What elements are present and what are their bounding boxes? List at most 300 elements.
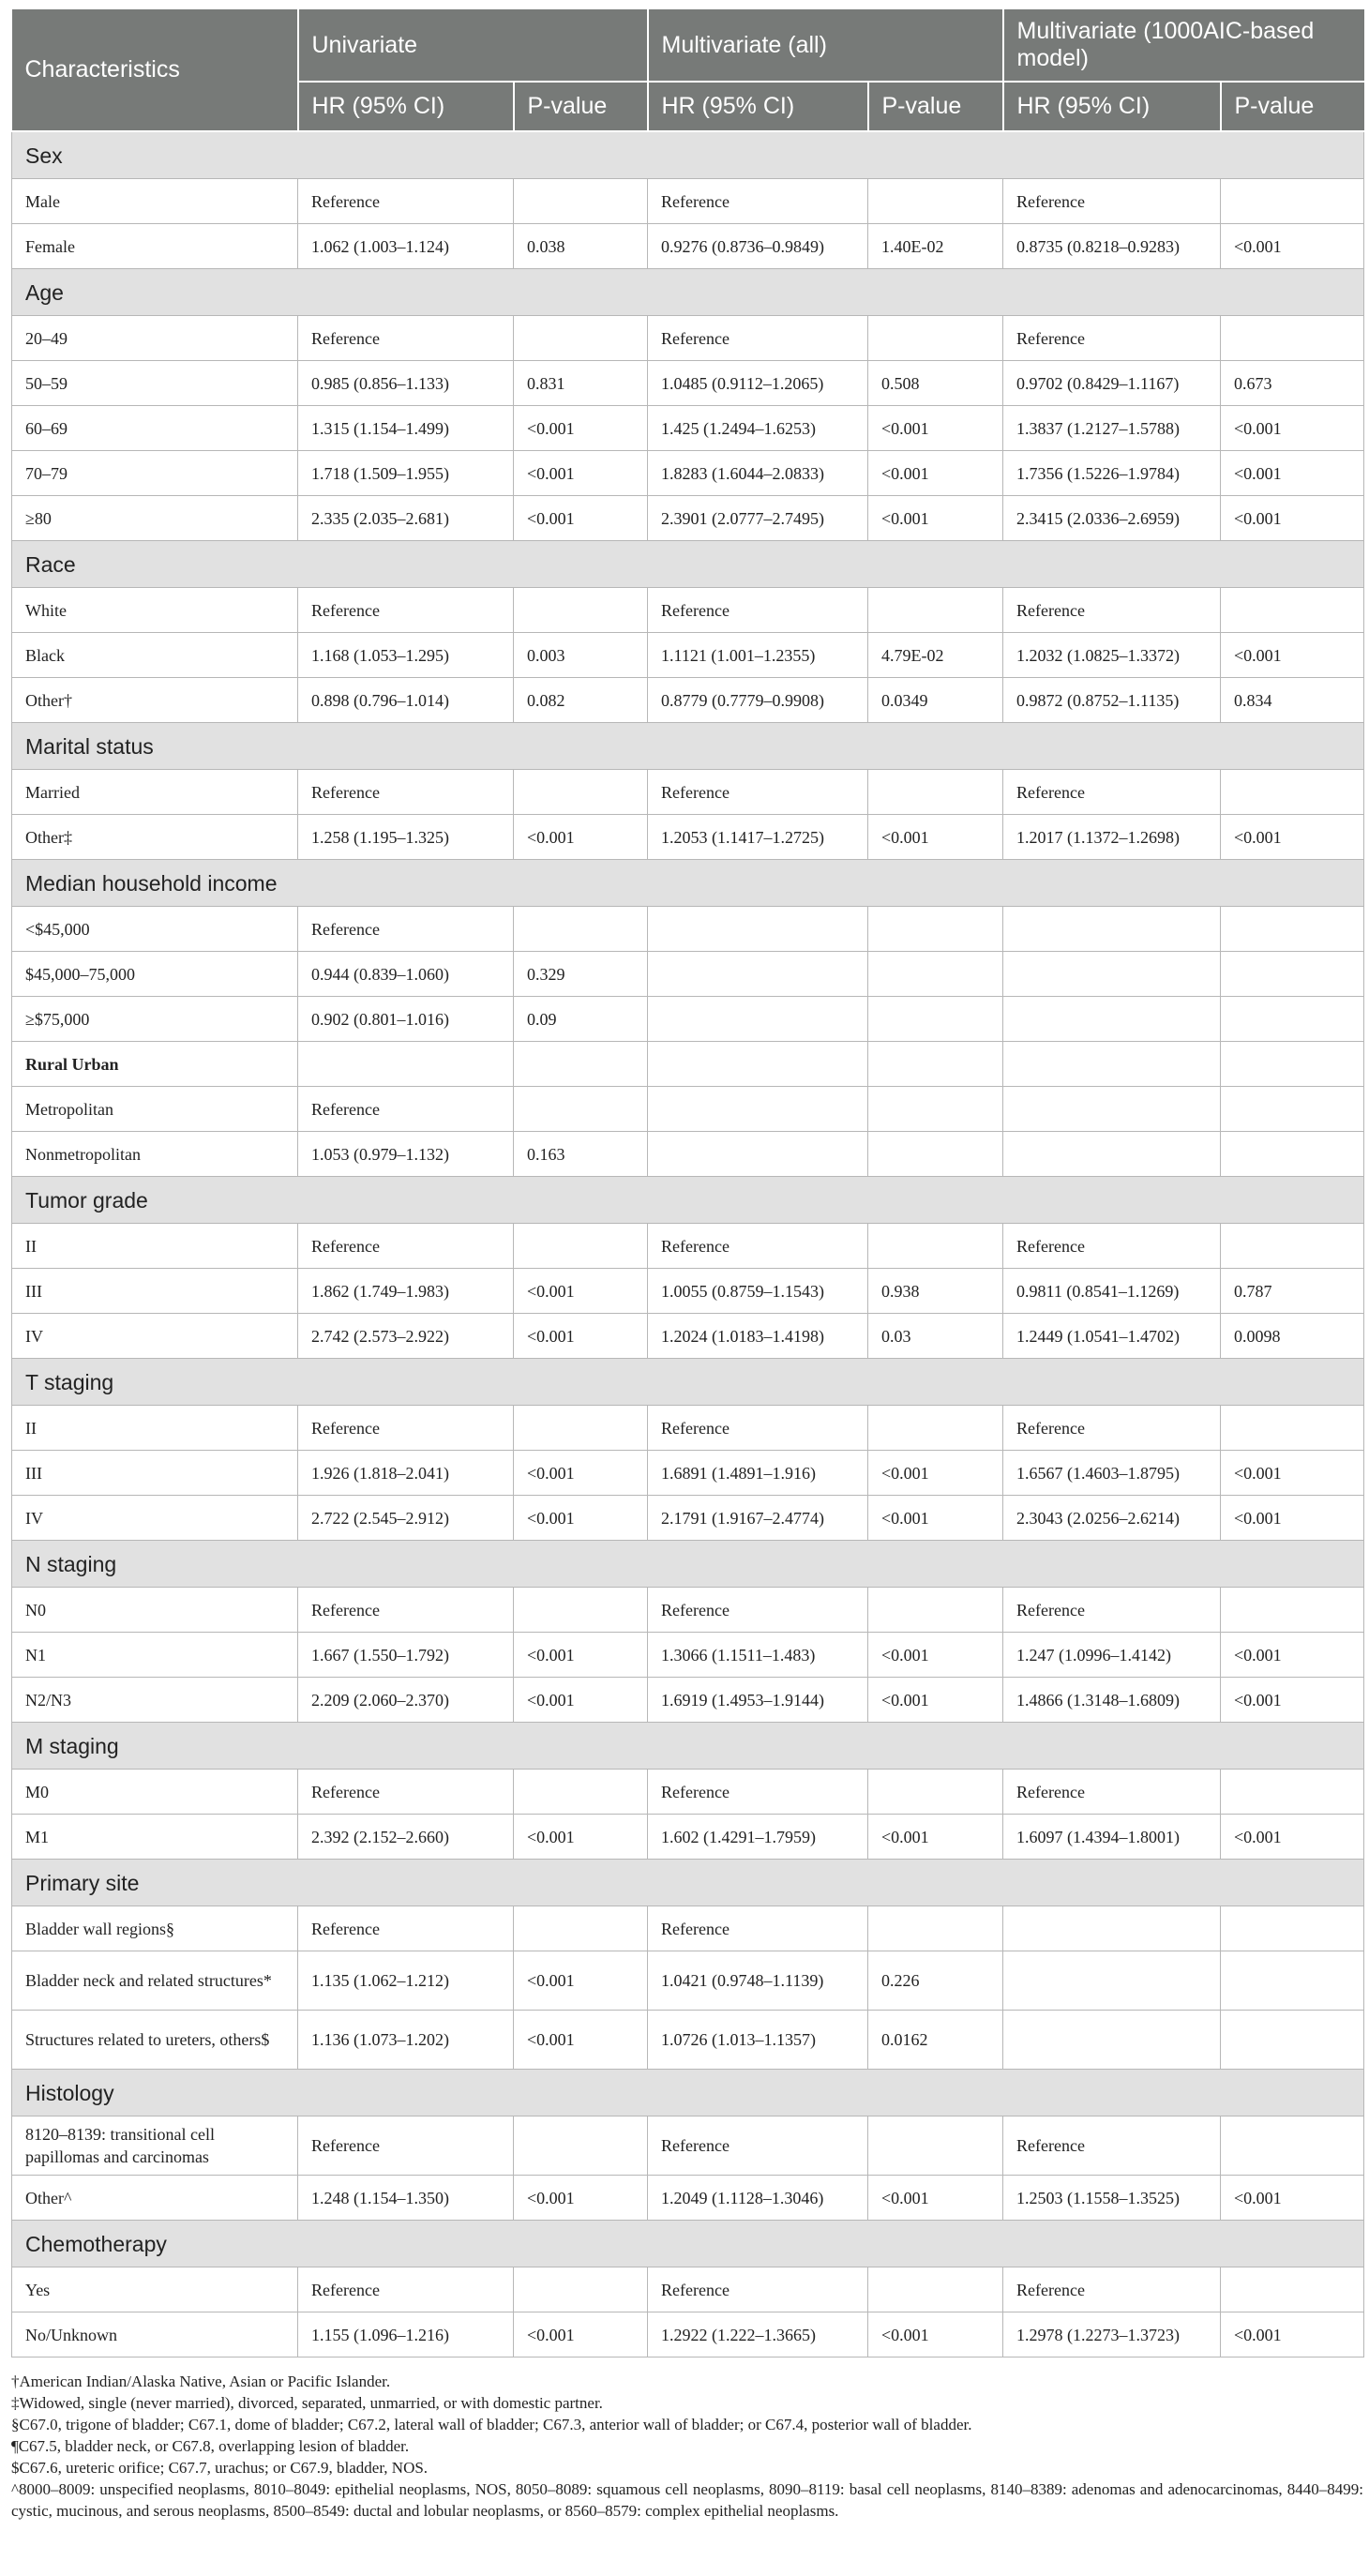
cell-hr-univariate: 2.209 (2.060–2.370): [298, 1678, 514, 1723]
cell-characteristic: III: [12, 1269, 298, 1314]
cell-p-multivariate-aic: [1221, 2011, 1364, 2070]
cell-p-multivariate-all: <0.001: [868, 496, 1003, 541]
cell-p-multivariate-aic: [1221, 588, 1364, 633]
cell-hr-univariate: Reference: [298, 770, 514, 815]
cell-hr-multivariate-aic: Reference: [1003, 770, 1221, 815]
cell-hr-multivariate-all: 1.6919 (1.4953–1.9144): [648, 1678, 868, 1723]
cell-hr-univariate: 0.898 (0.796–1.014): [298, 678, 514, 723]
cell-characteristic: Bladder wall regions§: [12, 1906, 298, 1951]
cell-p-multivariate-aic: [1221, 2267, 1364, 2312]
cell-p-multivariate-aic: 0.834: [1221, 678, 1364, 723]
cell-characteristic: Rural Urban: [12, 1042, 298, 1087]
cell-characteristic: ≥80: [12, 496, 298, 541]
cell-hr-multivariate-aic: 0.9811 (0.8541–1.1269): [1003, 1269, 1221, 1314]
table-row: [12, 451, 1364, 496]
cell-characteristic: Married: [12, 770, 298, 815]
cell-hr-multivariate-all: [648, 1132, 868, 1177]
cell-p-univariate: [514, 1406, 648, 1451]
cell-p-univariate: [514, 1087, 648, 1132]
cell-p-multivariate-aic: [1221, 1042, 1364, 1087]
table-row: [12, 770, 1364, 815]
cell-p-multivariate-all: [868, 316, 1003, 361]
table-row: [12, 2176, 1364, 2221]
section-row: [12, 1177, 1364, 1224]
cell-p-univariate: [514, 770, 648, 815]
cell-hr-multivariate-aic: 1.2978 (1.2273–1.3723): [1003, 2312, 1221, 2358]
table-row: [12, 997, 1364, 1042]
header-characteristics: Characteristics: [12, 8, 298, 131]
cell-characteristic: II: [12, 1406, 298, 1451]
footnotes: [11, 2371, 1363, 2522]
section-row: [12, 269, 1364, 316]
cell-p-multivariate-aic: <0.001: [1221, 815, 1364, 860]
header-multivariate-all: Multivariate (all): [648, 8, 1003, 82]
footnote: ‡Widowed, single (never married), divorced, separated, unmarried, or with domestic partner.: [11, 2394, 603, 2412]
cell-characteristic: II: [12, 1224, 298, 1269]
table-row: [12, 633, 1364, 678]
table-row: [12, 1633, 1364, 1678]
cell-p-multivariate-aic: <0.001: [1221, 1815, 1364, 1860]
table-row: [12, 907, 1364, 952]
cell-p-multivariate-all: 0.508: [868, 361, 1003, 406]
section-row: [12, 2221, 1364, 2267]
cell-characteristic: Other‡: [12, 815, 298, 860]
table-row: [12, 1451, 1364, 1496]
cell-p-multivariate-aic: [1221, 952, 1364, 997]
table-row: [12, 1132, 1364, 1177]
cell-characteristic: IV: [12, 1314, 298, 1359]
section-row: [12, 131, 1364, 179]
cell-p-multivariate-aic: <0.001: [1221, 1678, 1364, 1723]
cell-hr-multivariate-all: Reference: [648, 1770, 868, 1815]
section-title: Age: [12, 269, 1364, 316]
cell-characteristic: N2/N3: [12, 1678, 298, 1723]
cell-hr-univariate: 1.155 (1.096–1.216): [298, 2312, 514, 2358]
cell-characteristic: Black: [12, 633, 298, 678]
cell-p-univariate: <0.001: [514, 1451, 648, 1496]
cell-p-univariate: <0.001: [514, 2312, 648, 2358]
cell-hr-multivariate-aic: 1.2449 (1.0541–1.4702): [1003, 1314, 1221, 1359]
cell-p-multivariate-all: 1.40E-02: [868, 224, 1003, 269]
cell-p-univariate: [514, 2117, 648, 2176]
cell-hr-univariate: 2.722 (2.545–2.912): [298, 1496, 514, 1541]
cell-p-multivariate-all: [868, 2117, 1003, 2176]
section-title: T staging: [12, 1359, 1364, 1406]
cell-p-multivariate-aic: <0.001: [1221, 2312, 1364, 2358]
cell-p-univariate: <0.001: [514, 1314, 648, 1359]
cell-characteristic: 60–69: [12, 406, 298, 451]
cell-p-multivariate-all: 4.79E-02: [868, 633, 1003, 678]
section-row: [12, 723, 1364, 770]
table-row: [12, 952, 1364, 997]
cell-p-multivariate-all: <0.001: [868, 1815, 1003, 1860]
cell-p-multivariate-aic: [1221, 1087, 1364, 1132]
cell-p-univariate: <0.001: [514, 496, 648, 541]
cell-hr-univariate: 2.335 (2.035–2.681): [298, 496, 514, 541]
cell-p-multivariate-all: 0.938: [868, 1269, 1003, 1314]
section-row: [12, 1723, 1364, 1770]
table-row: [12, 588, 1364, 633]
cell-p-univariate: <0.001: [514, 1678, 648, 1723]
cell-hr-multivariate-aic: 2.3415 (2.0336–2.6959): [1003, 496, 1221, 541]
cell-p-multivariate-all: <0.001: [868, 1633, 1003, 1678]
cell-hr-multivariate-aic: 1.3837 (1.2127–1.5788): [1003, 406, 1221, 451]
cell-p-multivariate-all: <0.001: [868, 1451, 1003, 1496]
cell-hr-univariate: 2.392 (2.152–2.660): [298, 1815, 514, 1860]
section-title: Chemotherapy: [12, 2221, 1364, 2267]
cell-p-multivariate-aic: [1221, 1906, 1364, 1951]
cell-hr-multivariate-aic: [1003, 907, 1221, 952]
cell-hr-multivariate-aic: 1.7356 (1.5226–1.9784): [1003, 451, 1221, 496]
cell-characteristic: 8120–8139: transitional cell papillomas and carcinomas: [12, 2117, 298, 2176]
cell-p-multivariate-aic: [1221, 997, 1364, 1042]
cell-p-multivariate-aic: [1221, 179, 1364, 224]
cell-hr-multivariate-aic: [1003, 1087, 1221, 1132]
cell-hr-multivariate-aic: [1003, 1951, 1221, 2011]
cell-hr-multivariate-all: Reference: [648, 1906, 868, 1951]
cell-hr-multivariate-all: 1.6891 (1.4891–1.916): [648, 1451, 868, 1496]
cell-hr-multivariate-all: [648, 1087, 868, 1132]
cell-hr-univariate: Reference: [298, 2267, 514, 2312]
cell-p-univariate: [514, 1906, 648, 1951]
header-multivariate-aic: Multivariate (1000AIC-based model): [1003, 8, 1364, 82]
cell-hr-multivariate-all: 1.8283 (1.6044–2.0833): [648, 451, 868, 496]
cell-p-univariate: 0.09: [514, 997, 648, 1042]
table-row: [12, 1087, 1364, 1132]
cell-hr-univariate: Reference: [298, 1770, 514, 1815]
cell-p-univariate: [514, 588, 648, 633]
cell-hr-multivariate-all: [648, 952, 868, 997]
cell-p-multivariate-all: [868, 1042, 1003, 1087]
cell-p-multivariate-all: [868, 1406, 1003, 1451]
cell-hr-multivariate-all: Reference: [648, 1224, 868, 1269]
cell-hr-multivariate-aic: [1003, 1042, 1221, 1087]
section-row: [12, 541, 1364, 588]
cell-p-univariate: [514, 316, 648, 361]
cell-characteristic: M1: [12, 1815, 298, 1860]
cell-p-multivariate-aic: <0.001: [1221, 1451, 1364, 1496]
cell-hr-multivariate-aic: 1.2503 (1.1558–1.3525): [1003, 2176, 1221, 2221]
cell-hr-multivariate-aic: 1.247 (1.0996–1.4142): [1003, 1633, 1221, 1678]
header-univariate: Univariate: [298, 8, 648, 82]
cell-hr-univariate: 0.985 (0.856–1.133): [298, 361, 514, 406]
cell-p-univariate: [514, 1588, 648, 1633]
table-row: [12, 496, 1364, 541]
cell-hr-univariate: 0.902 (0.801–1.016): [298, 997, 514, 1042]
cell-characteristic: 70–79: [12, 451, 298, 496]
cell-hr-multivariate-aic: 1.2017 (1.1372–1.2698): [1003, 815, 1221, 860]
cell-hr-univariate: 1.315 (1.154–1.499): [298, 406, 514, 451]
cell-p-multivariate-aic: [1221, 1951, 1364, 2011]
cell-p-multivariate-all: 0.03: [868, 1314, 1003, 1359]
table-row: [12, 1588, 1364, 1633]
section-title: Race: [12, 541, 1364, 588]
cell-hr-univariate: 1.168 (1.053–1.295): [298, 633, 514, 678]
cell-hr-multivariate-aic: Reference: [1003, 1406, 1221, 1451]
cell-hr-multivariate-all: 2.3901 (2.0777–2.7495): [648, 496, 868, 541]
cell-p-multivariate-aic: [1221, 1406, 1364, 1451]
section-row: [12, 860, 1364, 907]
cell-p-multivariate-aic: 0.0098: [1221, 1314, 1364, 1359]
cell-p-multivariate-all: [868, 1132, 1003, 1177]
cell-hr-multivariate-all: Reference: [648, 2267, 868, 2312]
cell-p-univariate: <0.001: [514, 1269, 648, 1314]
cell-hr-multivariate-all: Reference: [648, 179, 868, 224]
cell-p-multivariate-all: [868, 1224, 1003, 1269]
cell-characteristic: No/Unknown: [12, 2312, 298, 2358]
table-container: [11, 8, 1363, 2522]
cell-characteristic: Yes: [12, 2267, 298, 2312]
cell-characteristic: Nonmetropolitan: [12, 1132, 298, 1177]
table-row: [12, 2011, 1364, 2070]
cell-p-multivariate-aic: [1221, 2117, 1364, 2176]
cell-p-multivariate-aic: <0.001: [1221, 2176, 1364, 2221]
cell-p-multivariate-all: <0.001: [868, 1678, 1003, 1723]
cell-hr-multivariate-aic: Reference: [1003, 316, 1221, 361]
section-row: [12, 2070, 1364, 2117]
footnote: §C67.0, trigone of bladder; C67.1, dome of bladder; C67.2, lateral wall of bladder; C67.3, anterior wall of bladder; or C67.4, posterior wall of bladder.: [11, 2416, 972, 2433]
cell-characteristic: Bladder neck and related structures*: [12, 1951, 298, 2011]
cell-p-univariate: 0.003: [514, 633, 648, 678]
table-row: [12, 1770, 1364, 1815]
section-title: M staging: [12, 1723, 1364, 1770]
cell-hr-univariate: 1.862 (1.749–1.983): [298, 1269, 514, 1314]
cell-p-multivariate-aic: [1221, 1224, 1364, 1269]
cell-p-univariate: [514, 1042, 648, 1087]
footnote: $C67.6, ureteric orifice; C67.7, urachus; or C67.9, bladder, NOS.: [11, 2459, 429, 2477]
cell-hr-multivariate-aic: [1003, 952, 1221, 997]
cell-hr-univariate: 1.136 (1.073–1.202): [298, 2011, 514, 2070]
cell-p-multivariate-aic: <0.001: [1221, 1496, 1364, 1541]
header-p-univariate: P-value: [514, 82, 648, 131]
cell-p-multivariate-aic: [1221, 316, 1364, 361]
cell-p-multivariate-all: [868, 1770, 1003, 1815]
cell-p-univariate: <0.001: [514, 2011, 648, 2070]
cell-hr-multivariate-all: Reference: [648, 1406, 868, 1451]
cell-hr-multivariate-all: Reference: [648, 2117, 868, 2176]
section-row: [12, 1541, 1364, 1588]
cell-hr-univariate: 1.667 (1.550–1.792): [298, 1633, 514, 1678]
cell-hr-multivariate-all: 1.0485 (0.9112–1.2065): [648, 361, 868, 406]
cell-characteristic: 50–59: [12, 361, 298, 406]
cell-hr-multivariate-aic: 0.9872 (0.8752–1.1135): [1003, 678, 1221, 723]
cell-hr-univariate: 1.248 (1.154–1.350): [298, 2176, 514, 2221]
cell-p-multivariate-all: 0.226: [868, 1951, 1003, 2011]
table-row: [12, 815, 1364, 860]
cell-hr-univariate: 1.062 (1.003–1.124): [298, 224, 514, 269]
cell-hr-multivariate-all: 1.2053 (1.1417–1.2725): [648, 815, 868, 860]
cell-hr-multivariate-aic: [1003, 1906, 1221, 1951]
cell-p-multivariate-aic: [1221, 1588, 1364, 1633]
header-p-multivariate-aic: P-value: [1221, 82, 1364, 131]
section-row: [12, 1860, 1364, 1906]
cell-hr-multivariate-all: 1.2049 (1.1128–1.3046): [648, 2176, 868, 2221]
cell-hr-multivariate-aic: [1003, 2011, 1221, 2070]
cell-hr-univariate: Reference: [298, 316, 514, 361]
cell-p-univariate: <0.001: [514, 1815, 648, 1860]
cell-p-univariate: <0.001: [514, 1951, 648, 2011]
cell-characteristic: $45,000–75,000: [12, 952, 298, 997]
cell-hr-multivariate-all: Reference: [648, 588, 868, 633]
cell-hr-multivariate-all: 1.425 (1.2494–1.6253): [648, 406, 868, 451]
table-row: [12, 1042, 1364, 1087]
cell-p-univariate: <0.001: [514, 406, 648, 451]
cell-hr-univariate: 1.053 (0.979–1.132): [298, 1132, 514, 1177]
table-row: [12, 1269, 1364, 1314]
cell-hr-multivariate-aic: Reference: [1003, 1224, 1221, 1269]
cell-p-multivariate-aic: [1221, 1770, 1364, 1815]
cell-hr-multivariate-aic: 1.2032 (1.0825–1.3372): [1003, 633, 1221, 678]
cell-hr-multivariate-aic: Reference: [1003, 1588, 1221, 1633]
cell-p-univariate: [514, 2267, 648, 2312]
table-row: [12, 1224, 1364, 1269]
cell-hr-univariate: 0.944 (0.839–1.060): [298, 952, 514, 997]
cell-hr-univariate: Reference: [298, 1087, 514, 1132]
cell-characteristic: <$45,000: [12, 907, 298, 952]
cell-p-multivariate-all: <0.001: [868, 406, 1003, 451]
cell-hr-multivariate-aic: [1003, 1132, 1221, 1177]
cell-characteristic: Male: [12, 179, 298, 224]
cell-hr-univariate: Reference: [298, 1406, 514, 1451]
table-row: [12, 1815, 1364, 1860]
cell-p-multivariate-all: 0.0162: [868, 2011, 1003, 2070]
cell-p-univariate: <0.001: [514, 1496, 648, 1541]
cell-hr-univariate: Reference: [298, 1906, 514, 1951]
cell-p-multivariate-aic: <0.001: [1221, 1633, 1364, 1678]
cell-hr-univariate: Reference: [298, 2117, 514, 2176]
cell-characteristic: Other^: [12, 2176, 298, 2221]
cell-hr-multivariate-all: 1.602 (1.4291–1.7959): [648, 1815, 868, 1860]
section-title: Primary site: [12, 1860, 1364, 1906]
cell-characteristic: III: [12, 1451, 298, 1496]
cell-p-multivariate-all: 0.0349: [868, 678, 1003, 723]
table-body: [12, 131, 1364, 2358]
table-row: [12, 2267, 1364, 2312]
cell-hr-multivariate-aic: Reference: [1003, 2117, 1221, 2176]
cell-p-multivariate-all: [868, 907, 1003, 952]
cell-hr-multivariate-all: Reference: [648, 770, 868, 815]
cell-hr-univariate: Reference: [298, 1224, 514, 1269]
cell-hr-multivariate-all: [648, 907, 868, 952]
cell-characteristic: Other†: [12, 678, 298, 723]
cell-hr-multivariate-all: 1.0055 (0.8759–1.1543): [648, 1269, 868, 1314]
cell-hr-multivariate-all: 0.9276 (0.8736–0.9849): [648, 224, 868, 269]
cell-hr-multivariate-aic: [1003, 997, 1221, 1042]
cell-hr-univariate: [298, 1042, 514, 1087]
cell-hr-multivariate-all: 2.1791 (1.9167–2.4774): [648, 1496, 868, 1541]
section-title: Sex: [12, 131, 1364, 179]
section-title: Tumor grade: [12, 1177, 1364, 1224]
cell-characteristic: IV: [12, 1496, 298, 1541]
table-row: [12, 1406, 1364, 1451]
header-hr-multivariate-aic: HR (95% CI): [1003, 82, 1221, 131]
header-p-multivariate-all: P-value: [868, 82, 1003, 131]
cell-hr-univariate: Reference: [298, 1588, 514, 1633]
table-row: [12, 2117, 1364, 2176]
cell-characteristic: M0: [12, 1770, 298, 1815]
cell-hr-multivariate-all: [648, 1042, 868, 1087]
table-header: [12, 8, 1364, 131]
cell-hr-multivariate-aic: 0.8735 (0.8218–0.9283): [1003, 224, 1221, 269]
cell-p-multivariate-aic: 0.673: [1221, 361, 1364, 406]
table-row: [12, 406, 1364, 451]
footnote: ¶C67.5, bladder neck, or C67.8, overlapping lesion of bladder.: [11, 2437, 410, 2455]
cell-p-multivariate-all: [868, 1588, 1003, 1633]
table-row: [12, 1951, 1364, 2011]
cell-p-multivariate-aic: [1221, 907, 1364, 952]
hazard-ratio-table: [11, 8, 1364, 2358]
cell-p-multivariate-aic: <0.001: [1221, 406, 1364, 451]
cell-hr-multivariate-aic: Reference: [1003, 588, 1221, 633]
table-row: [12, 224, 1364, 269]
cell-p-univariate: 0.038: [514, 224, 648, 269]
cell-p-multivariate-all: <0.001: [868, 815, 1003, 860]
cell-p-univariate: <0.001: [514, 815, 648, 860]
cell-hr-multivariate-all: 1.0421 (0.9748–1.1139): [648, 1951, 868, 2011]
cell-hr-univariate: Reference: [298, 588, 514, 633]
cell-p-univariate: 0.163: [514, 1132, 648, 1177]
cell-p-multivariate-all: <0.001: [868, 2176, 1003, 2221]
footnote: ^8000–8009: unspecified neoplasms, 8010–8049: epithelial neoplasms, NOS, 8050–8089: squamous cell neoplasms, 8090–8119: basal cell neoplasms, 8140–8389: adenomas and adenocarcinomas, 8440–8499: cystic, mucinous, and serous neoplasms, 8500–8549: ductal and lobular neoplasms, or 8560–8579: complex epithelial neoplasms.: [11, 2480, 1363, 2520]
cell-hr-multivariate-aic: Reference: [1003, 2267, 1221, 2312]
cell-p-univariate: [514, 179, 648, 224]
cell-p-multivariate-all: [868, 997, 1003, 1042]
table-row: [12, 361, 1364, 406]
cell-hr-multivariate-all: 1.1121 (1.001–1.2355): [648, 633, 868, 678]
cell-p-multivariate-aic: <0.001: [1221, 633, 1364, 678]
cell-p-multivariate-all: [868, 2267, 1003, 2312]
section-title: Histology: [12, 2070, 1364, 2117]
footnote: †American Indian/Alaska Native, Asian or Pacific Islander.: [11, 2373, 391, 2390]
section-title: Marital status: [12, 723, 1364, 770]
cell-p-multivariate-all: <0.001: [868, 451, 1003, 496]
cell-p-multivariate-all: [868, 1087, 1003, 1132]
cell-p-multivariate-aic: <0.001: [1221, 224, 1364, 269]
cell-characteristic: Metropolitan: [12, 1087, 298, 1132]
section-row: [12, 1359, 1364, 1406]
cell-p-univariate: 0.831: [514, 361, 648, 406]
cell-hr-multivariate-all: Reference: [648, 316, 868, 361]
cell-hr-multivariate-aic: 0.9702 (0.8429–1.1167): [1003, 361, 1221, 406]
cell-hr-multivariate-all: 0.8779 (0.7779–0.9908): [648, 678, 868, 723]
cell-hr-univariate: 1.258 (1.195–1.325): [298, 815, 514, 860]
cell-p-univariate: [514, 907, 648, 952]
cell-p-multivariate-aic: <0.001: [1221, 496, 1364, 541]
section-title: Median household income: [12, 860, 1364, 907]
cell-hr-multivariate-aic: 2.3043 (2.0256–2.6214): [1003, 1496, 1221, 1541]
table-row: [12, 316, 1364, 361]
cell-p-multivariate-aic: [1221, 1132, 1364, 1177]
cell-p-univariate: [514, 1770, 648, 1815]
cell-characteristic: ≥$75,000: [12, 997, 298, 1042]
cell-p-multivariate-all: <0.001: [868, 1496, 1003, 1541]
cell-p-multivariate-aic: [1221, 770, 1364, 815]
table-row: [12, 1314, 1364, 1359]
cell-p-univariate: <0.001: [514, 1633, 648, 1678]
cell-hr-multivariate-all: 1.0726 (1.013–1.1357): [648, 2011, 868, 2070]
cell-hr-multivariate-aic: 1.4866 (1.3148–1.6809): [1003, 1678, 1221, 1723]
header-hr-multivariate-all: HR (95% CI): [648, 82, 868, 131]
cell-hr-multivariate-all: 1.3066 (1.1511–1.483): [648, 1633, 868, 1678]
cell-p-multivariate-aic: <0.001: [1221, 451, 1364, 496]
cell-hr-multivariate-all: [648, 997, 868, 1042]
cell-p-univariate: 0.082: [514, 678, 648, 723]
cell-characteristic: 20–49: [12, 316, 298, 361]
cell-p-multivariate-all: [868, 770, 1003, 815]
cell-hr-univariate: 1.718 (1.509–1.955): [298, 451, 514, 496]
table-row: [12, 2312, 1364, 2358]
header-hr-univariate: HR (95% CI): [298, 82, 514, 131]
